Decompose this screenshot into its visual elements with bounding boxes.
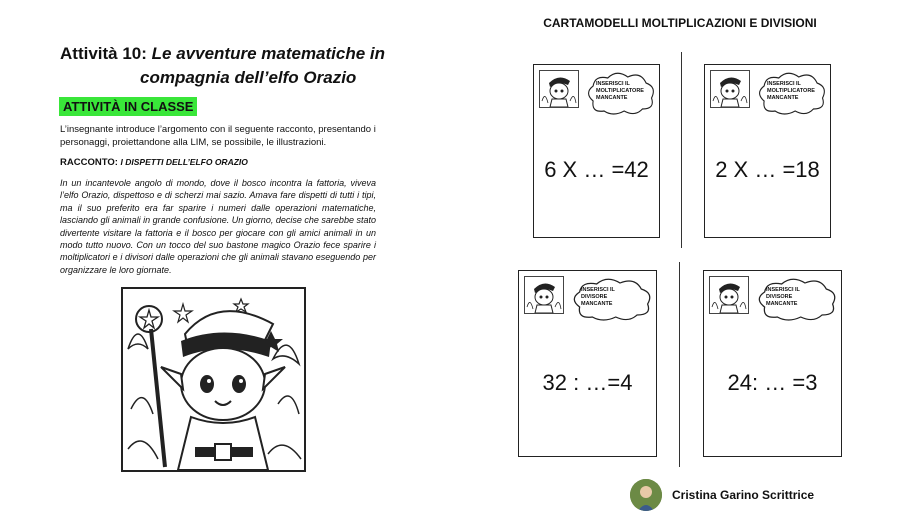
cloud-text-line: MANCANTE bbox=[581, 301, 613, 307]
elf-thumbnail bbox=[524, 276, 564, 314]
activity-number: Attività 10: bbox=[60, 44, 147, 63]
elf-thumbnail bbox=[539, 70, 579, 108]
story-heading bbox=[60, 157, 248, 168]
equation-card bbox=[703, 270, 842, 457]
class-activity-badge: ATTIVITÀ IN CLASSE bbox=[59, 97, 197, 116]
elf-thumbnail bbox=[709, 276, 749, 314]
activity-title-line2: compagnia dell’elfo Orazio bbox=[140, 68, 357, 87]
story-paragraph: In un incantevole angolo di mondo, dove il bosco incontra la fattoria, viveva l’elfo Orazio, dispettoso e di scherzi mai sazio. Amava fare dispetti di tutti i tipi, ma il suo preferito era far sparire i numeri dalle operazioni matematiche, lasciando gli animali in grande confusione. Un giorno, decise che sarebbe stato divertente visitare la fattoria e il bosco per giocare con gli amici animali in un modo tutto nuovo. Con un tocco del suo bastone magico Orazio fece sparire i moltiplicatori e i divisori dalle operazioni che gli animali stavano eseguendo per organizzare le loro giornate. bbox=[60, 178, 376, 275]
cloud-text-line: INSERISCI IL bbox=[766, 287, 800, 293]
cloud-text-line: INSERISCI IL bbox=[767, 81, 801, 87]
cloud-text-line: DIVISORE bbox=[766, 294, 793, 300]
elf-drawing bbox=[123, 289, 304, 470]
cloud-text-line: MANCANTE bbox=[767, 95, 799, 101]
cloud-text bbox=[596, 81, 644, 102]
cloud-text-line: MANCANTE bbox=[766, 301, 798, 307]
equation-text: 24: … =3 bbox=[727, 370, 818, 395]
cloud-text bbox=[767, 81, 815, 102]
cloud-text bbox=[766, 287, 800, 308]
cloud-text-line: MANCANTE bbox=[596, 95, 628, 101]
cloud-text-line: DIVISORE bbox=[581, 294, 608, 300]
activity-title-line1 bbox=[60, 44, 385, 64]
cloud-text-line: MOLTIPLICATORE bbox=[596, 88, 644, 94]
author-name: Cristina Garino Scrittrice bbox=[672, 488, 815, 502]
intro-paragraph: L’insegnante introduce l’argomento con il seguente racconto, presentando i personaggi, proiettandone alla LIM, se possibile, le illustrazioni. bbox=[60, 124, 376, 148]
cloud-text-line: INSERISCI IL bbox=[596, 81, 630, 87]
templates-title: CARTAMODELLI MOLTIPLICAZIONI E DIVISIONI bbox=[543, 16, 817, 30]
cloud-text-line: MOLTIPLICATORE bbox=[767, 88, 815, 94]
elf-illustration bbox=[121, 287, 306, 472]
cloud-text-line: INSERISCI IL bbox=[581, 287, 615, 293]
elf-thumbnail bbox=[710, 70, 750, 108]
cloud-text bbox=[581, 287, 615, 308]
divider-top bbox=[681, 52, 682, 248]
activity-title-italic-1: Le avventure matematiche in bbox=[151, 44, 386, 63]
story-label: RACCONTO: bbox=[60, 157, 118, 168]
equation-text: 32 : …=4 bbox=[542, 370, 633, 395]
equation-card bbox=[518, 270, 657, 457]
equation-text: 2 X … =18 bbox=[715, 157, 820, 182]
avatar-image bbox=[630, 479, 662, 511]
equation-card bbox=[704, 64, 831, 238]
divider-bottom bbox=[679, 262, 680, 467]
equation-card bbox=[533, 64, 660, 238]
author-avatar bbox=[630, 479, 662, 511]
story-title: I DISPETTI DELL’ELFO ORAZIO bbox=[120, 157, 248, 167]
equation-text: 6 X … =42 bbox=[544, 157, 649, 182]
